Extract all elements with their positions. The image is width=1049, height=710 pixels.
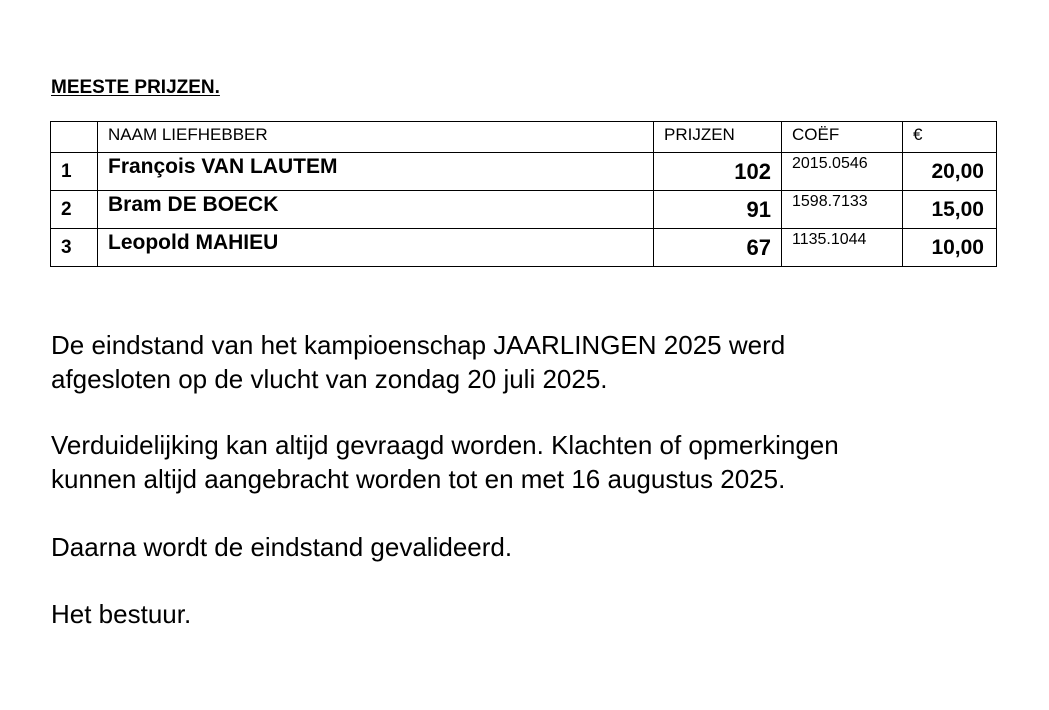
prizes-cell: 102 (654, 153, 782, 191)
header-name: NAAM LIEFHEBBER (98, 122, 654, 153)
name-cell: François VAN LAUTEM (98, 153, 654, 191)
header-prizes: PRIJZEN (654, 122, 782, 153)
rank-cell: 2 (51, 191, 98, 229)
coef-cell: 1135.1044 (782, 229, 903, 267)
section-heading: MEESTE PRIJZEN. (51, 77, 220, 98)
paragraph-complaints (51, 428, 839, 496)
coef-cell: 1598.7133 (782, 191, 903, 229)
prizes-table (50, 121, 997, 267)
name-cell: Bram DE BOECK (98, 191, 654, 229)
paragraph-line: kunnen altijd aangebracht worden tot en met 16 augustus 2025. (51, 464, 786, 494)
prizes-cell: 91 (654, 191, 782, 229)
coef-cell: 2015.0546 (782, 153, 903, 191)
name-cell: Leopold MAHIEU (98, 229, 654, 267)
paragraph-line: De eindstand van het kampioenschap JAARLINGEN 2025 werd (51, 330, 786, 360)
header-euro: € (903, 122, 997, 153)
table-row (51, 191, 997, 229)
paragraph-line: Verduidelijking kan altijd gevraagd worden. Klachten of opmerkingen (51, 430, 839, 460)
paragraph-validation: Daarna wordt de eindstand gevalideerd. (51, 532, 513, 562)
table-row (51, 153, 997, 191)
table-row (51, 229, 997, 267)
table-header-row (51, 122, 997, 153)
header-rank (51, 122, 98, 153)
paragraph-line: afgesloten op de vlucht van zondag 20 juli 2025. (51, 364, 608, 394)
euro-cell: 20,00 (903, 153, 997, 191)
euro-cell: 10,00 (903, 229, 997, 267)
header-coef: COËF (782, 122, 903, 153)
prizes-cell: 67 (654, 229, 782, 267)
signature-board: Het bestuur. (51, 599, 192, 629)
euro-cell: 15,00 (903, 191, 997, 229)
rank-cell: 1 (51, 153, 98, 191)
rank-cell: 3 (51, 229, 98, 267)
paragraph-final-standing (51, 328, 785, 396)
